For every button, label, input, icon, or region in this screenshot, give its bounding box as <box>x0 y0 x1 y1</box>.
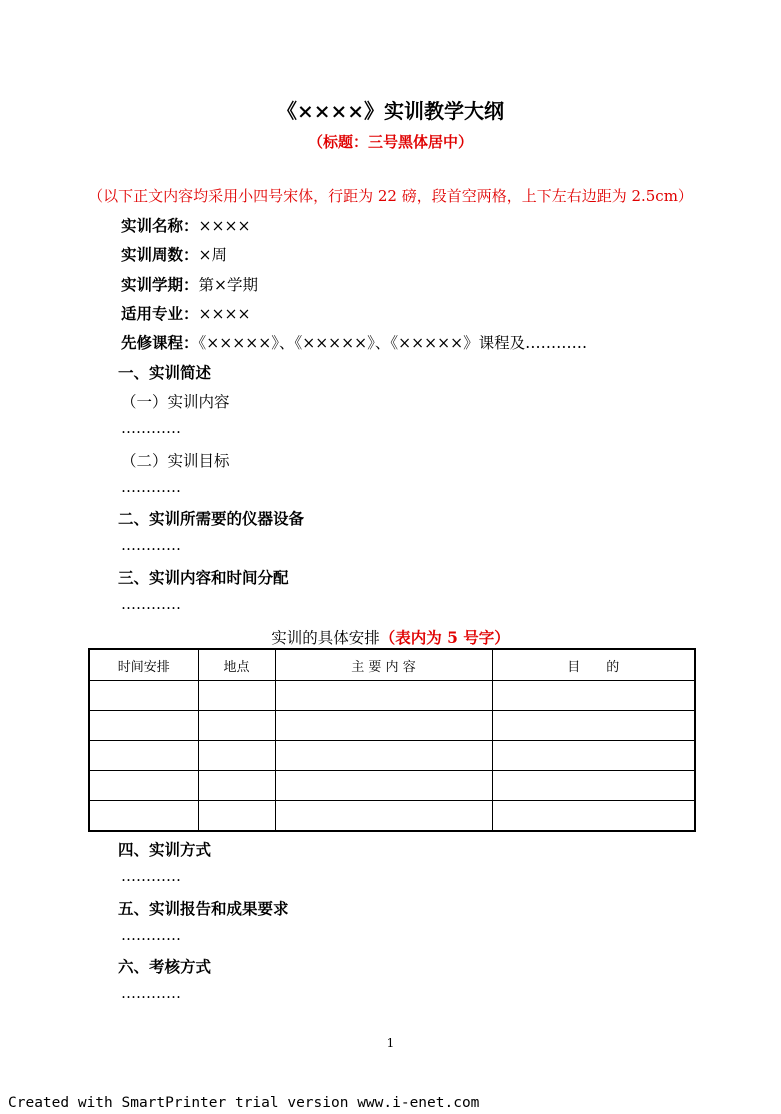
table-row <box>89 681 695 711</box>
document-title: 《××××》实训教学大纲 <box>276 99 505 123</box>
table-cell[interactable] <box>198 711 275 741</box>
placeholder-dots: ………… <box>121 984 181 1002</box>
table-header-cell: 时间安排 <box>89 649 198 681</box>
info-value: 第×学期 <box>198 276 259 294</box>
table-cell[interactable] <box>492 801 695 832</box>
info-label: 实训周数： <box>121 245 199 264</box>
section-heading-overview: 一、实训简述 <box>118 363 212 382</box>
table-header-row <box>89 649 695 681</box>
body-format-note: （以下正文内容均采用小四号宋体，行距为 22 磅，段首空两格，上下左右边距为 2.5cm） <box>88 187 693 205</box>
info-value: ×××× <box>198 217 251 235</box>
table-row <box>89 771 695 801</box>
table-cell[interactable] <box>275 681 492 711</box>
table-caption-text: 实训的具体安排 <box>271 629 380 647</box>
table-header-cell: 目 的 <box>492 649 695 681</box>
section-heading-report: 五、实训报告和成果要求 <box>118 899 289 918</box>
info-row-major <box>121 302 250 324</box>
info-row-course-name <box>121 214 250 236</box>
title-format-note: （标题：三号黑体居中） <box>307 133 473 151</box>
table-cell[interactable] <box>492 711 695 741</box>
table-cell[interactable] <box>275 801 492 832</box>
table-row <box>89 741 695 771</box>
table-cell[interactable] <box>492 681 695 711</box>
section-heading-equipment: 二、实训所需要的仪器设备 <box>118 509 305 528</box>
placeholder-dots: ………… <box>121 867 181 885</box>
watermark-text: Created with SmartPrinter trial version www.i-enet.com <box>8 1095 480 1111</box>
placeholder-dots: ………… <box>121 419 181 437</box>
table-cell[interactable] <box>89 741 198 771</box>
info-value: ×周 <box>198 246 228 264</box>
info-label: 实训名称： <box>121 216 199 235</box>
schedule-table <box>88 648 696 832</box>
table-row <box>89 801 695 832</box>
table-caption <box>0 626 781 648</box>
info-value: 《×××××》、《×××××》、《×××××》课程及………… <box>198 334 588 352</box>
subsection-content: （一）实训内容 <box>121 393 230 411</box>
info-value: ×××× <box>198 305 251 323</box>
placeholder-dots: ………… <box>121 478 181 496</box>
table-header-cell: 主 要 内 容 <box>275 649 492 681</box>
info-row-semester <box>121 273 258 295</box>
info-label: 适用专业： <box>121 304 199 323</box>
section-heading-schedule: 三、实训内容和时间分配 <box>118 568 289 587</box>
table-cell[interactable] <box>89 711 198 741</box>
table-cell[interactable] <box>198 771 275 801</box>
section-heading-assessment: 六、考核方式 <box>118 957 212 976</box>
page-number: 1 <box>386 1036 395 1050</box>
section-heading-method: 四、实训方式 <box>118 840 212 859</box>
table-cell[interactable] <box>198 681 275 711</box>
info-label: 实训学期： <box>121 275 199 294</box>
table-cell[interactable] <box>275 741 492 771</box>
placeholder-dots: ………… <box>121 595 181 613</box>
table-header-cell: 地点 <box>198 649 275 681</box>
table-cell[interactable] <box>275 711 492 741</box>
placeholder-dots: ………… <box>121 536 181 554</box>
table-cell[interactable] <box>492 741 695 771</box>
table-caption-note: （表内为 5 号字） <box>379 628 510 647</box>
table-cell[interactable] <box>89 801 198 832</box>
table-cell[interactable] <box>89 771 198 801</box>
subsection-goals: （二）实训目标 <box>121 452 230 470</box>
table-row <box>89 711 695 741</box>
table-cell[interactable] <box>89 681 198 711</box>
info-label: 先修课程： <box>121 333 199 352</box>
placeholder-dots: ………… <box>121 926 181 944</box>
info-row-prerequisites <box>121 331 587 353</box>
table-cell[interactable] <box>492 771 695 801</box>
table-cell[interactable] <box>275 771 492 801</box>
info-row-weeks <box>121 243 227 265</box>
table-cell[interactable] <box>198 741 275 771</box>
table-cell[interactable] <box>198 801 275 832</box>
